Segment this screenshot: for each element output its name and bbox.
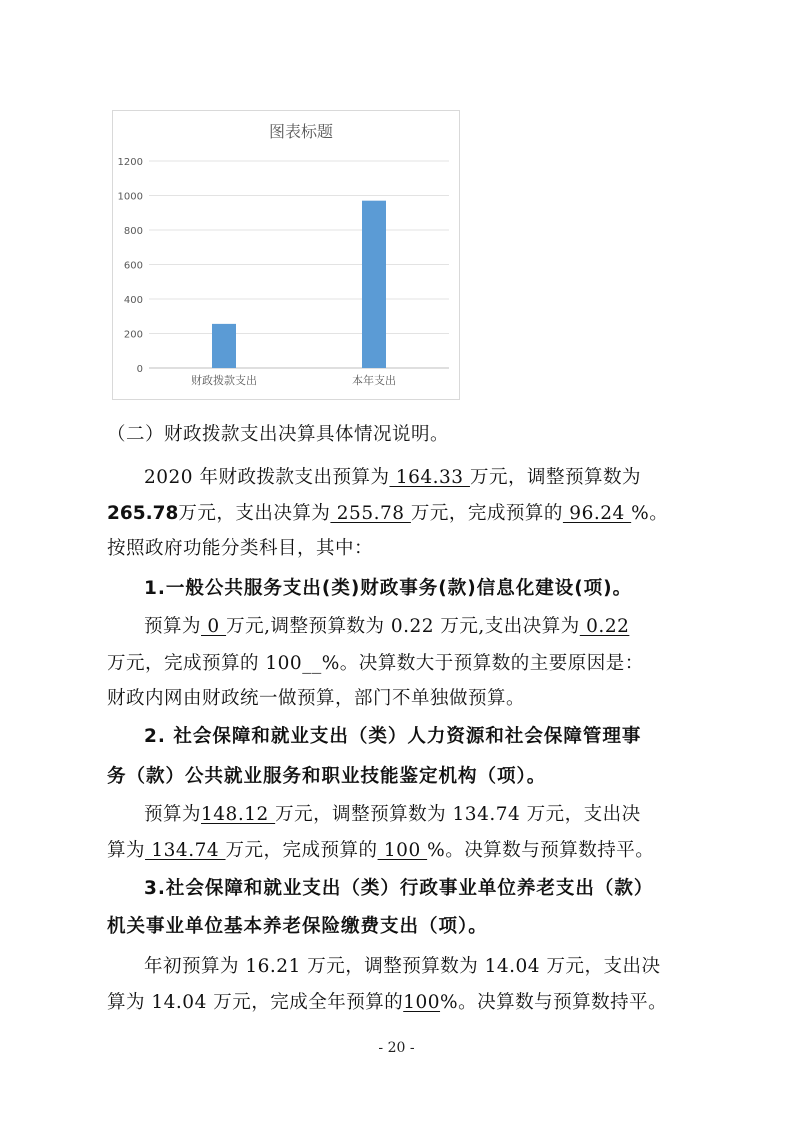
underlined-value: 134.74 <box>145 840 226 861</box>
item-2-title: 务（款）公共就业服务和职业技能鉴定机构（项）。 <box>107 766 547 787</box>
bold-value: 265.78 <box>107 503 179 524</box>
text-span: 2020 年财政拨款支出预算为 <box>144 467 390 488</box>
y-tick-label: 200 <box>123 329 143 341</box>
page-number: - 20 - <box>378 1040 415 1056</box>
text-span: 预算为 <box>144 804 202 825</box>
item-3-title: 机关事业单位基本养老保险缴费支出（项）。 <box>107 916 488 937</box>
chart-canvas <box>113 111 459 399</box>
text-span: %。决算数与预算数持平。 <box>440 992 668 1013</box>
text-span: 万元，支出决算为 <box>178 503 331 524</box>
underlined-value: 255.78 <box>330 503 411 524</box>
item-2-title: 2. 社会保障和就业支出（类）人力资源和社会保障管理事 <box>144 726 642 747</box>
underlined-value: 0.22 <box>579 616 630 637</box>
y-tick-label: 1000 <box>117 191 143 203</box>
x-tick-label: 本年支出 <box>352 374 396 387</box>
underlined-value: 96.24 <box>562 503 632 524</box>
text-span: %。决算数与预算数持平。 <box>427 840 655 861</box>
paragraph-line <box>107 834 707 868</box>
bar <box>362 201 386 368</box>
bar <box>212 324 236 368</box>
text-span: 万元,调整预算数为 0.22 万元,支出决算为 <box>226 616 580 637</box>
paragraph-line: 按照政府功能分类科目，其中： <box>107 538 374 559</box>
y-tick-label: 1200 <box>117 157 143 168</box>
text-span: 万元，调整预算数为 134.74 万元，支出决 <box>275 804 641 825</box>
underlined-value: 148.12 <box>201 804 276 825</box>
paragraph-line <box>107 798 744 832</box>
chart-title: 图表标题 <box>268 122 334 141</box>
text-span: 预算为 <box>144 616 202 637</box>
paragraph-line <box>107 986 707 1020</box>
text-span: 算为 <box>107 840 146 861</box>
paragraph-line <box>107 497 707 531</box>
underlined-value: 100 <box>403 992 441 1013</box>
paragraph-line: 财政内网由财政统一做预算，部门不单独做预算。 <box>107 688 526 709</box>
bar-chart <box>112 110 460 400</box>
paragraph-line <box>107 461 744 495</box>
section-heading: （二）财政拨款支出决算具体情况说明。 <box>107 424 450 445</box>
item-1-title: 1.一般公共服务支出(类)财政事务(款)信息化建设(项)。 <box>144 578 633 599</box>
text-span: 万元，完成预算的 <box>410 503 563 524</box>
y-tick-label: 0 <box>136 364 143 375</box>
text-span: 万元，调整预算数为 <box>469 467 641 488</box>
y-tick-label: 800 <box>123 226 143 237</box>
underlined-value: 164.33 <box>389 467 470 488</box>
underlined-value: 100 <box>377 840 428 861</box>
text-span: __ <box>302 653 322 674</box>
text-span: 万元，完成预算的 <box>225 840 378 861</box>
y-tick-label: 600 <box>123 260 143 272</box>
text-span: 算为 14.04 万元，完成全年预算的 <box>107 992 404 1013</box>
paragraph-line <box>107 610 744 644</box>
x-tick-label: 财政拨款支出 <box>191 374 257 387</box>
text-span: %。 <box>631 503 669 524</box>
y-tick-label: 400 <box>123 295 143 306</box>
item-3-title: 3.社会保障和就业支出（类）行政事业单位养老支出（款） <box>144 878 654 899</box>
underlined-value: 0 <box>201 616 227 637</box>
text-span: %。决算数大于预算数的主要原因是： <box>321 653 644 674</box>
text-span: 万元，完成预算的 100 <box>107 653 303 674</box>
paragraph-line <box>107 647 707 681</box>
paragraph-line: 年初预算为 16.21 万元，调整预算数为 14.04 万元，支出决 <box>144 956 661 977</box>
